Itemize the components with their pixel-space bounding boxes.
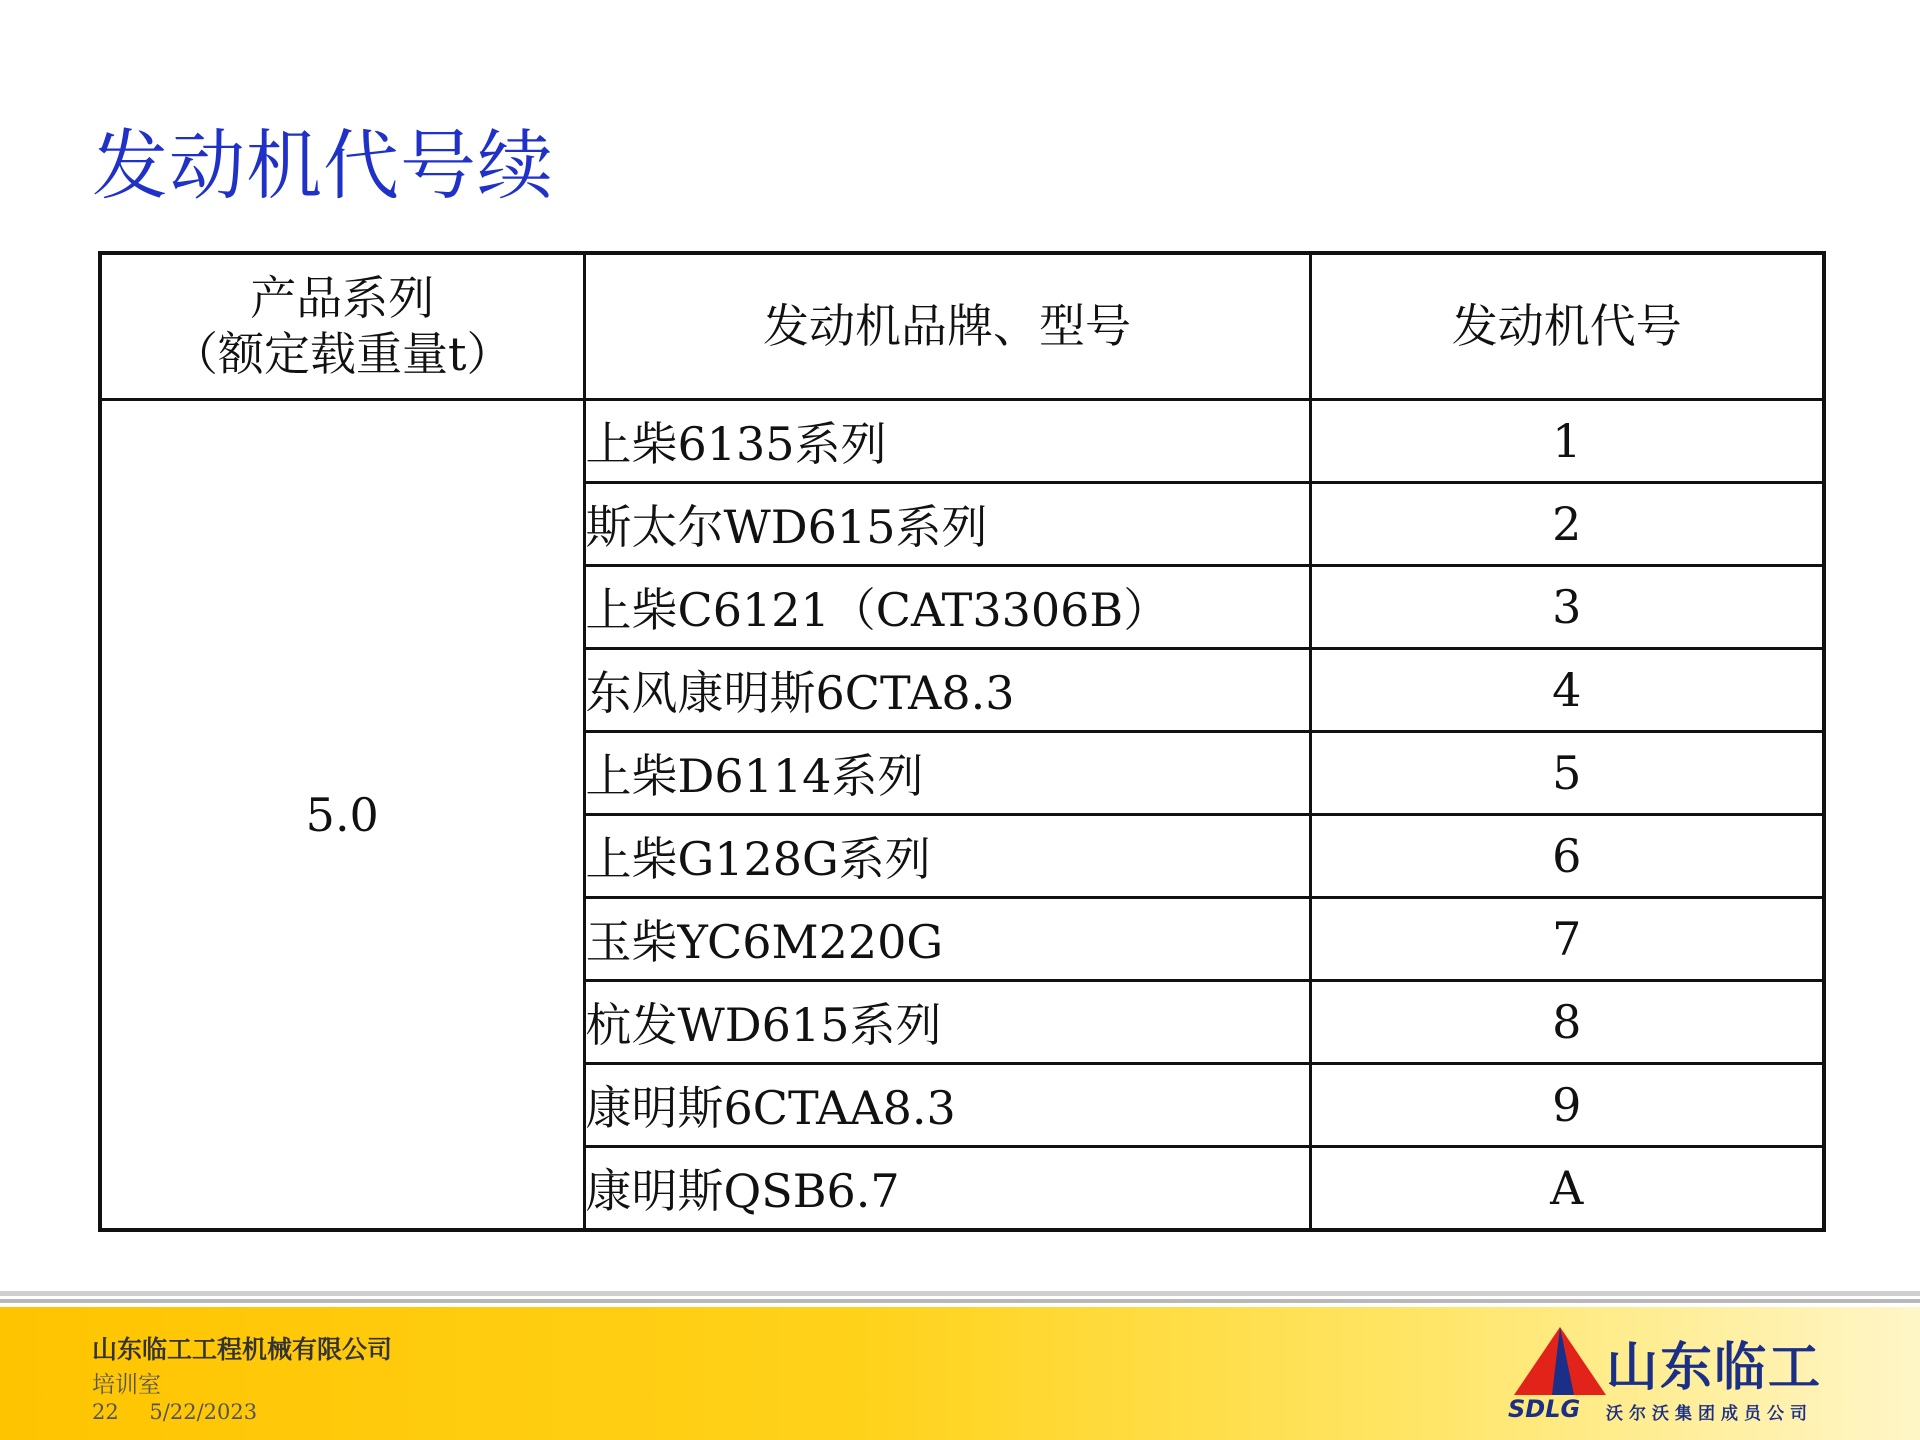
sdlg-mountain-icon	[1512, 1325, 1608, 1397]
engine-model-cell: 东风康明斯6CTA8.3	[584, 649, 1310, 732]
engine-model-cell: 玉柴YC6M220G	[584, 898, 1310, 981]
company-logo	[1502, 1325, 1842, 1430]
header-engine-code: 发动机代号	[1310, 253, 1824, 400]
engine-model-cell: 上柴C6121（CAT3306B）	[584, 566, 1310, 649]
header-product-series-line1: 产品系列	[250, 271, 435, 326]
engine-code-cell: 9	[1310, 1064, 1824, 1147]
header-product-series	[100, 253, 584, 400]
series-value-cell: 5.0	[100, 400, 584, 1231]
table-header-row	[100, 253, 1824, 400]
engine-model-cell: 杭发WD615系列	[584, 981, 1310, 1064]
engine-model-cell: 康明斯6CTAA8.3	[584, 1064, 1310, 1147]
logo-subtitle: 沃尔沃集团成员公司	[1606, 1404, 1813, 1424]
footer-divider	[0, 1291, 1920, 1296]
engine-code-cell: 4	[1310, 649, 1824, 732]
engine-model-cell: 康明斯QSB6.7	[584, 1147, 1310, 1231]
engine-code-table	[98, 251, 1826, 1232]
logo-chinese-name: 山东临工	[1606, 1338, 1823, 1398]
table-row	[100, 400, 1824, 483]
engine-code-cell: 8	[1310, 981, 1824, 1064]
footer-page-info	[92, 1400, 281, 1424]
footer-company-name: 山东临工工程机械有限公司	[92, 1335, 393, 1364]
engine-model-cell: 斯太尔WD615系列	[584, 483, 1310, 566]
engine-model-cell: 上柴6135系列	[584, 400, 1310, 483]
header-product-series-line2: （额定载重量t）	[172, 326, 513, 381]
footer-department: 培训室	[92, 1372, 161, 1398]
engine-code-cell: 6	[1310, 815, 1824, 898]
header-engine-model: 发动机品牌、型号	[584, 253, 1310, 400]
engine-model-cell: 上柴G128G系列	[584, 815, 1310, 898]
engine-code-cell: 3	[1310, 566, 1824, 649]
engine-code-cell: 7	[1310, 898, 1824, 981]
page-number: 22	[92, 1400, 119, 1424]
slide-title: 发动机代号续	[92, 121, 554, 210]
engine-code-cell: 1	[1310, 400, 1824, 483]
logo-english-name: SDLG	[1508, 1395, 1581, 1423]
footer-date: 5/22/2023	[149, 1400, 258, 1424]
engine-code-cell: 5	[1310, 732, 1824, 815]
footer-divider	[0, 1299, 1920, 1303]
engine-code-cell: A	[1310, 1147, 1824, 1231]
engine-code-cell: 2	[1310, 483, 1824, 566]
engine-model-cell: 上柴D6114系列	[584, 732, 1310, 815]
